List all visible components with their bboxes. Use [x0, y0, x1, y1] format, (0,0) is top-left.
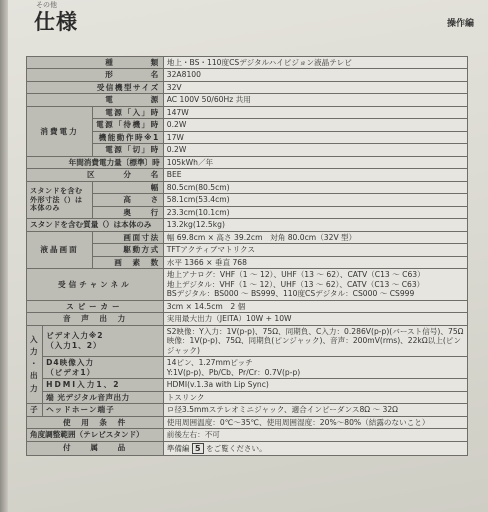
spec-value: HDMI(v.1.3a with Lip Sync) [163, 379, 467, 391]
spec-group-label: 液晶画面 [27, 231, 93, 268]
spec-value: 3cm × 14.5cm 2 個 [163, 300, 467, 312]
spec-label: 電源「待機」時 [93, 119, 164, 131]
spec-row-headphone [27, 404, 468, 416]
spec-row-lcd-size [27, 231, 468, 243]
spec-label: 年間消費電力量〔標準〕時 [27, 156, 164, 168]
spec-label: 区 分 名 [27, 169, 164, 181]
spec-row-annual [27, 156, 468, 168]
spec-row-consumption-standby [27, 119, 468, 131]
spec-label: 画 素 数 [93, 256, 164, 268]
spec-label: 音 声 出 力 [27, 313, 164, 325]
spec-value: 地上・BS・110度CSデジタルハイビジョン液晶テレビ [163, 57, 467, 69]
spec-row-angle [27, 429, 468, 441]
spec-label: ビデオ入力※2 （入力1、2） [43, 325, 164, 356]
spec-value: 105kWh／年 [163, 156, 467, 168]
spec-value: TFTアクティブマトリクス [163, 244, 467, 256]
spec-value [163, 269, 467, 300]
spec-value: 58.1cm(53.4cm) [163, 194, 467, 206]
spec-row-accessories [27, 441, 468, 455]
spec-row-power [27, 94, 468, 106]
spec-label: 駆動方式 [93, 244, 164, 256]
reference-prefix: 準備編 [166, 443, 190, 453]
spec-label: 奥 行 [93, 206, 164, 218]
spec-label: 幅 [93, 181, 164, 193]
spec-label: 端 光デジタル音声出力 [43, 391, 164, 403]
spec-row-video [27, 325, 468, 356]
page-title: 仕様 [34, 10, 78, 34]
spec-value: AC 100V 50/60Hz 共用 [163, 94, 467, 106]
spec-value: 14ピン、1.27mmピッチ Y:1V(p-p)、Pb/Cb、Pr/Cr：0.7V(p-p) [163, 357, 467, 379]
spec-row-dim-width [27, 181, 468, 193]
spec-value: 幅 69.8cm × 高さ 39.2cm 対角 80.0cm（32V 型） [163, 231, 467, 243]
spec-label: スピーカー [27, 300, 164, 312]
spec-value: 23.3cm(10.1cm) [163, 206, 467, 218]
spec-label: 受信機型サイズ [27, 81, 164, 93]
io-side-label: 子 [27, 404, 43, 416]
spec-row-dim-height [27, 194, 468, 206]
spec-row-speaker [27, 300, 468, 312]
reference-suffix: をご覧ください。 [205, 443, 267, 453]
spec-row-d4 [27, 357, 468, 379]
spec-row-weight [27, 219, 468, 231]
spec-value: 実用最大出力（JEITA）10W + 10W [163, 313, 467, 325]
spec-group-label: 消費電力 [27, 106, 93, 156]
section-label: 操作編 [446, 19, 474, 29]
spec-label: HDMI入力1、2 [43, 379, 164, 391]
page-binding-shadow [0, 0, 8, 512]
spec-label: 受信チャンネル [27, 269, 164, 300]
io-side-label: 入 力 ・ 出 力 [27, 325, 43, 403]
spec-row-dim-depth [27, 206, 468, 218]
spec-label: 形 名 [27, 69, 164, 81]
spec-row-lcd-drive [27, 244, 468, 256]
spec-label: 角度調整範囲（テレビスタンド） [27, 429, 164, 441]
spec-label: 電 源 [27, 94, 164, 106]
channel-bs-cs: BSデジタル：BS000 ～ BS999、110度CSデジタル：CS000 ～ CS999 [166, 289, 415, 299]
spec-row-type [27, 57, 468, 69]
spec-value: トスリンク [163, 391, 467, 403]
spec-value: 32V [163, 81, 467, 93]
spec-label: 画面寸法 [93, 231, 164, 243]
spec-row-class [27, 169, 468, 181]
spec-row-lcd-pixels [27, 256, 468, 268]
page-reference-badge: 5 [192, 443, 204, 454]
spec-row-channels [27, 269, 468, 300]
spec-value: S2映像：Y入力：1V(p-p)、75Ω、同期負、C入力：0.286V(p-p)(バースト信号)、75Ω 映像：1V(p-p)、75Ω、同期負(ピンジャック)、音声：200mV(rms)、22kΩ以上(ピン ジャック) [163, 325, 467, 356]
spec-value: ロ径3.5mmステレオミニジャック、適合インピーダンス8Ω ～ 32Ω [163, 404, 467, 416]
spec-row-consumption-on [27, 106, 468, 118]
spec-label: 機能動作時※1 [93, 131, 164, 143]
spec-row-screen [27, 81, 468, 93]
spec-value: 0.2W [163, 119, 467, 131]
spec-value: 0.2W [163, 144, 467, 156]
spec-value [163, 441, 467, 455]
spec-value: 17W [163, 131, 467, 143]
channel-analog: 地上アナログ：VHF（1 ～ 12）、UHF（13 ～ 62）、CATV（C13 ～ C63） [166, 270, 425, 280]
spec-row-audio [27, 313, 468, 325]
spec-row-model [27, 69, 468, 81]
spec-table [26, 56, 468, 456]
channel-digital: 地上デジタル：VHF（1 ～ 12）、UHF（13 ～ 62）、CATV（C13 ～ C63） [166, 279, 425, 289]
spec-value: 水平 1366 × 垂直 768 [163, 256, 467, 268]
spec-label: 種 類 [27, 57, 164, 69]
spec-label: スタンドを含む質量（）は本体のみ [27, 219, 164, 231]
spec-value: 80.5cm(80.5cm) [163, 181, 467, 193]
spec-value: 前後左右：不可 [163, 429, 467, 441]
spec-row-environment [27, 416, 468, 428]
spec-label: ヘッドホーン端子 [43, 404, 164, 416]
spec-label: 電源「入」時 [93, 106, 164, 118]
spec-value: 13.2kg(12.5kg) [163, 219, 467, 231]
spec-value: 32A8100 [163, 69, 467, 81]
spec-label: 使 用 条 件 [27, 416, 164, 428]
spec-label: D4映像入力 （ビデオ1） [43, 357, 164, 379]
spec-label: 高 さ [93, 194, 164, 206]
chapter-note: その他 [36, 1, 57, 9]
spec-label: 付 属 品 [27, 441, 164, 455]
spec-value: 使用周囲温度：0℃～35℃、使用周囲湿度：20%～80%（結露のないこと） [163, 416, 467, 428]
spec-label: 電源「切」時 [93, 144, 164, 156]
spec-value: 147W [163, 106, 467, 118]
spec-row-hdmi [27, 379, 468, 391]
spec-row-consumption-off [27, 144, 468, 156]
spec-row-consumption-func [27, 131, 468, 143]
spec-group-label: スタンドを含む外形寸法（）は本体のみ [27, 181, 93, 218]
spec-row-optical [27, 391, 468, 403]
spec-value: BEE [163, 169, 467, 181]
